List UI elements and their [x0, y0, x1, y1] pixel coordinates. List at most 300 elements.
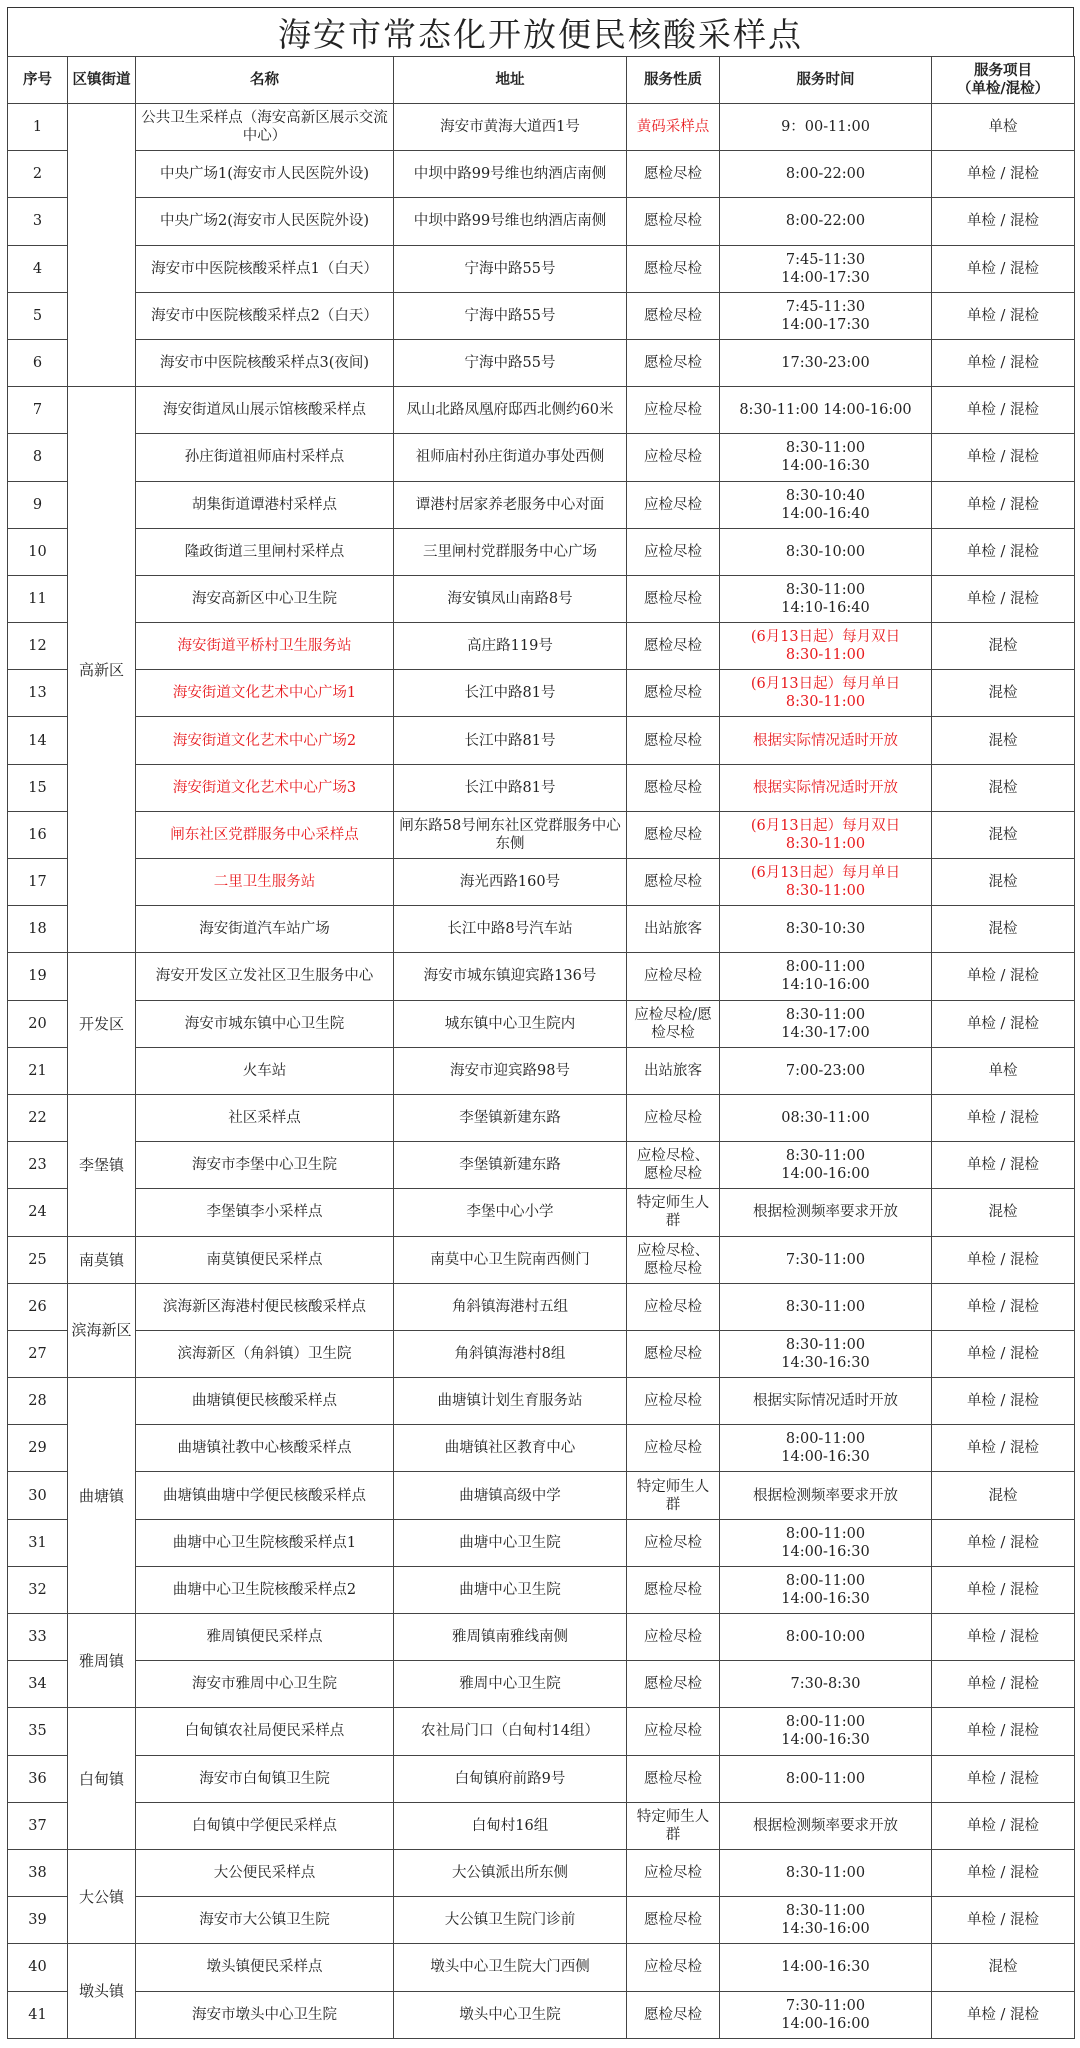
cell-address: 闸东路58号闸东社区党群服务中心东侧	[394, 811, 627, 858]
cell-name: 海安市中医院核酸采样点1（白天）	[136, 245, 394, 292]
cell-district: 雅周镇	[68, 1614, 136, 1708]
table-row	[8, 1047, 1075, 1094]
cell-address: 曲塘镇高级中学	[394, 1472, 627, 1519]
cell-name: 海安街道凤山展示馆核酸采样点	[136, 387, 394, 434]
table-row	[8, 1849, 1075, 1896]
cell-service-time: 8:30-11:00 14:00-16:00	[720, 387, 932, 434]
cell-service-time: 根据检测频率要求开放	[720, 1472, 932, 1519]
cell-service-type: 出站旅客	[627, 906, 720, 953]
cell-service-type: 愿检尽检	[627, 575, 720, 622]
table-row	[8, 1472, 1075, 1519]
cell-service-item: 混检	[932, 623, 1075, 670]
cell-name: 海安市雅周中心卫生院	[136, 1661, 394, 1708]
cell-service-item: 单检 / 混检	[932, 1755, 1075, 1802]
cell-name: 火车站	[136, 1047, 394, 1094]
table-row	[8, 339, 1075, 386]
cell-service-item: 单检 / 混检	[932, 387, 1075, 434]
cell-service-time: 8:00-11:00 14:00-16:30	[720, 1519, 932, 1566]
cell-no: 5	[8, 292, 68, 339]
cell-service-item: 混检	[932, 859, 1075, 906]
cell-service-type: 应检尽检	[627, 434, 720, 481]
cell-service-item: 混检	[932, 717, 1075, 764]
cell-service-time: 8:00-11:00 14:00-16:30	[720, 1566, 932, 1613]
cell-service-time: 根据实际情况适时开放	[720, 764, 932, 811]
cell-no: 31	[8, 1519, 68, 1566]
cell-service-item: 单检 / 混检	[932, 1094, 1075, 1141]
cell-service-item: 单检 / 混检	[932, 1378, 1075, 1425]
cell-no: 20	[8, 1000, 68, 1047]
cell-name: 海安街道文化艺术中心广场1	[136, 670, 394, 717]
cell-address: 长江中路81号	[394, 764, 627, 811]
cell-service-type: 特定师生人群	[627, 1189, 720, 1236]
cell-service-time: 8:30-11:00 14:00-16:30	[720, 434, 932, 481]
cell-service-time: 8:30-11:00	[720, 1849, 932, 1896]
cell-service-type: 应检尽检	[627, 1614, 720, 1661]
cell-district: 开发区	[68, 953, 136, 1095]
table-row	[8, 953, 1075, 1000]
cell-no: 22	[8, 1094, 68, 1141]
cell-name: 海安街道文化艺术中心广场3	[136, 764, 394, 811]
table-row	[8, 387, 1075, 434]
cell-address: 农社局门口（白甸村14组）	[394, 1708, 627, 1755]
cell-service-item: 单检 / 混检	[932, 1283, 1075, 1330]
cell-address: 大公镇卫生院门诊前	[394, 1897, 627, 1944]
cell-service-type: 愿检尽检	[627, 811, 720, 858]
cell-name: 海安市中医院核酸采样点2（白天）	[136, 292, 394, 339]
cell-name: 白甸镇中学便民采样点	[136, 1802, 394, 1849]
cell-service-type: 愿检尽检	[627, 1661, 720, 1708]
cell-no: 6	[8, 339, 68, 386]
cell-district: 墩头镇	[68, 1944, 136, 2038]
cell-address: 曲塘镇社区教育中心	[394, 1425, 627, 1472]
page-title: 海安市常态化开放便民核酸采样点	[7, 7, 1074, 56]
cell-name: 曲塘镇便民核酸采样点	[136, 1378, 394, 1425]
cell-service-time: 8:00-22:00	[720, 198, 932, 245]
cell-name: 曲塘中心卫生院核酸采样点2	[136, 1566, 394, 1613]
table-row	[8, 670, 1075, 717]
cell-no: 13	[8, 670, 68, 717]
cell-district: 滨海新区	[68, 1283, 136, 1377]
cell-address: 墩头中心卫生院大门西侧	[394, 1944, 627, 1991]
cell-name: 曲塘镇曲塘中学便民核酸采样点	[136, 1472, 394, 1519]
cell-service-type: 应检尽检	[627, 1283, 720, 1330]
cell-service-item: 单检	[932, 1047, 1075, 1094]
cell-district: 高新区	[68, 387, 136, 953]
cell-service-type: 愿检尽检	[627, 292, 720, 339]
table-row	[8, 434, 1075, 481]
table-row	[8, 151, 1075, 198]
cell-name: 隆政街道三里闸村采样点	[136, 528, 394, 575]
cell-address: 凤山北路凤凰府邸西北侧约60米	[394, 387, 627, 434]
table-row	[8, 717, 1075, 764]
cell-no: 34	[8, 1661, 68, 1708]
cell-service-type: 愿检尽检	[627, 245, 720, 292]
table-row	[8, 1566, 1075, 1613]
cell-service-time: 8:00-11:00 14:00-16:30	[720, 1708, 932, 1755]
cell-address: 墩头中心卫生院	[394, 1991, 627, 2038]
cell-service-type: 愿检尽检	[627, 859, 720, 906]
cell-service-type: 愿检尽检	[627, 151, 720, 198]
cell-name: 海安开发区立发社区卫生服务中心	[136, 953, 394, 1000]
cell-no: 37	[8, 1802, 68, 1849]
cell-service-item: 混检	[932, 1944, 1075, 1991]
cell-service-time: 8:00-22:00	[720, 151, 932, 198]
cell-district	[68, 104, 136, 387]
cell-service-time: 7:45-11:30 14:00-17:30	[720, 245, 932, 292]
cell-service-type: 应检尽检	[627, 1944, 720, 1991]
table-row	[8, 1189, 1075, 1236]
cell-service-item: 单检 / 混检	[932, 1330, 1075, 1377]
cell-no: 28	[8, 1378, 68, 1425]
header-no: 序号	[8, 57, 68, 104]
cell-no: 39	[8, 1897, 68, 1944]
cell-service-item: 混检	[932, 811, 1075, 858]
cell-service-time: 17:30-23:00	[720, 339, 932, 386]
cell-address: 大公镇派出所东侧	[394, 1849, 627, 1896]
cell-service-time: 8:00-11:00	[720, 1755, 932, 1802]
table-row	[8, 1897, 1075, 1944]
cell-service-time: 根据实际情况适时开放	[720, 1378, 932, 1425]
cell-service-time: 7:30-8:30	[720, 1661, 932, 1708]
table-row	[8, 198, 1075, 245]
cell-service-type: 应检尽检/愿检尽检	[627, 1000, 720, 1047]
cell-service-type: 应检尽检	[627, 953, 720, 1000]
cell-service-type: 特定师生人群	[627, 1472, 720, 1519]
cell-service-item: 单检 / 混检	[932, 1236, 1075, 1283]
cell-service-item: 单检 / 混检	[932, 1614, 1075, 1661]
header-service-type: 服务性质	[627, 57, 720, 104]
cell-no: 1	[8, 104, 68, 151]
cell-name: 大公便民采样点	[136, 1849, 394, 1896]
cell-no: 26	[8, 1283, 68, 1330]
cell-district: 李堡镇	[68, 1094, 136, 1236]
cell-address: 雅周镇南雅线南侧	[394, 1614, 627, 1661]
cell-name: 雅周镇便民采样点	[136, 1614, 394, 1661]
cell-name: 海安市墩头中心卫生院	[136, 1991, 394, 2038]
cell-service-time: 8:30-11:00 14:30-17:00	[720, 1000, 932, 1047]
cell-name: 中央广场1(海安市人民医院外设)	[136, 151, 394, 198]
cell-address: 白甸镇府前路9号	[394, 1755, 627, 1802]
cell-no: 41	[8, 1991, 68, 2038]
cell-no: 30	[8, 1472, 68, 1519]
cell-service-time: (6月13日起）每月双日 8:30-11:00	[720, 623, 932, 670]
cell-service-time: 08:30-11:00	[720, 1094, 932, 1141]
cell-service-time: 14:00-16:30	[720, 1944, 932, 1991]
cell-address: 宁海中路55号	[394, 292, 627, 339]
cell-no: 18	[8, 906, 68, 953]
cell-no: 38	[8, 1849, 68, 1896]
table-row	[8, 481, 1075, 528]
cell-address: 海安镇凤山南路8号	[394, 575, 627, 622]
table-row	[8, 1142, 1075, 1189]
header-district: 区镇街道	[68, 57, 136, 104]
cell-no: 10	[8, 528, 68, 575]
cell-name: 白甸镇农社局便民采样点	[136, 1708, 394, 1755]
cell-no: 36	[8, 1755, 68, 1802]
cell-district: 大公镇	[68, 1849, 136, 1943]
cell-name: 中央广场2(海安市人民医院外设)	[136, 198, 394, 245]
cell-address: 海安市黄海大道西1号	[394, 104, 627, 151]
table-row	[8, 245, 1075, 292]
cell-address: 谭港村居家养老服务中心对面	[394, 481, 627, 528]
table-row	[8, 764, 1075, 811]
cell-service-time: 根据检测频率要求开放	[720, 1189, 932, 1236]
header-name: 名称	[136, 57, 394, 104]
cell-name: 二里卫生服务站	[136, 859, 394, 906]
cell-service-item: 单检 / 混检	[932, 1897, 1075, 1944]
cell-service-item: 单检 / 混检	[932, 1142, 1075, 1189]
cell-service-type: 愿检尽检	[627, 198, 720, 245]
cell-address: 李堡镇新建东路	[394, 1142, 627, 1189]
cell-service-type: 应检尽检	[627, 1425, 720, 1472]
cell-service-item: 单检 / 混检	[932, 245, 1075, 292]
table-row	[8, 1661, 1075, 1708]
cell-service-type: 应检尽检	[627, 1094, 720, 1141]
cell-service-item: 单检 / 混检	[932, 1991, 1075, 2038]
cell-service-item: 混检	[932, 906, 1075, 953]
cell-service-time: 8:30-11:00 14:00-16:00	[720, 1142, 932, 1189]
table-row	[8, 1519, 1075, 1566]
cell-service-type: 愿检尽检	[627, 717, 720, 764]
cell-address: 白甸村16组	[394, 1802, 627, 1849]
table-row	[8, 1330, 1075, 1377]
cell-service-type: 愿检尽检	[627, 1755, 720, 1802]
cell-service-item: 单检	[932, 104, 1075, 151]
cell-service-item: 混检	[932, 670, 1075, 717]
cell-name: 海安市城东镇中心卫生院	[136, 1000, 394, 1047]
cell-service-item: 单检 / 混检	[932, 528, 1075, 575]
cell-name: 公共卫生采样点（海安高新区展示交流中心）	[136, 104, 394, 151]
cell-name: 海安市大公镇卫生院	[136, 1897, 394, 1944]
cell-service-time: 7:45-11:30 14:00-17:30	[720, 292, 932, 339]
cell-no: 33	[8, 1614, 68, 1661]
cell-service-type: 应检尽检	[627, 387, 720, 434]
table-row	[8, 1425, 1075, 1472]
cell-no: 2	[8, 151, 68, 198]
header-address: 地址	[394, 57, 627, 104]
cell-service-item: 单检 / 混检	[932, 339, 1075, 386]
cell-service-time: 9：00-11:00	[720, 104, 932, 151]
table-row	[8, 1283, 1075, 1330]
cell-service-type: 黄码采样点	[627, 104, 720, 151]
cell-address: 海安市城东镇迎宾路136号	[394, 953, 627, 1000]
cell-no: 16	[8, 811, 68, 858]
cell-service-type: 愿检尽检	[627, 1566, 720, 1613]
cell-name: 胡集街道谭港村采样点	[136, 481, 394, 528]
cell-service-time: 8:30-11:00 14:10-16:40	[720, 575, 932, 622]
cell-address: 城东镇中心卫生院内	[394, 1000, 627, 1047]
cell-service-type: 特定师生人群	[627, 1802, 720, 1849]
cell-service-time: 8:00-10:00	[720, 1614, 932, 1661]
cell-service-item: 单检 / 混检	[932, 1566, 1075, 1613]
cell-service-time: 8:30-10:40 14:00-16:40	[720, 481, 932, 528]
cell-no: 21	[8, 1047, 68, 1094]
header-service-time: 服务时间	[720, 57, 932, 104]
cell-no: 35	[8, 1708, 68, 1755]
cell-no: 25	[8, 1236, 68, 1283]
cell-service-type: 应检尽检	[627, 1519, 720, 1566]
cell-no: 15	[8, 764, 68, 811]
cell-address: 曲塘中心卫生院	[394, 1566, 627, 1613]
cell-service-type: 愿检尽检	[627, 1897, 720, 1944]
cell-service-time: 根据实际情况适时开放	[720, 717, 932, 764]
cell-service-item: 单检 / 混检	[932, 434, 1075, 481]
cell-no: 32	[8, 1566, 68, 1613]
cell-service-item: 混检	[932, 1472, 1075, 1519]
cell-no: 8	[8, 434, 68, 481]
cell-service-type: 愿检尽检	[627, 1991, 720, 2038]
cell-no: 27	[8, 1330, 68, 1377]
cell-address: 曲塘镇计划生育服务站	[394, 1378, 627, 1425]
table-row	[8, 1614, 1075, 1661]
cell-no: 17	[8, 859, 68, 906]
cell-no: 19	[8, 953, 68, 1000]
table-row	[8, 1944, 1075, 1991]
cell-address: 三里闸村党群服务中心广场	[394, 528, 627, 575]
cell-service-item: 单检 / 混检	[932, 481, 1075, 528]
cell-address: 雅周中心卫生院	[394, 1661, 627, 1708]
cell-service-item: 混检	[932, 764, 1075, 811]
cell-district: 白甸镇	[68, 1708, 136, 1850]
cell-address: 宁海中路55号	[394, 245, 627, 292]
cell-name: 墩头镇便民采样点	[136, 1944, 394, 1991]
cell-service-type: 愿检尽检	[627, 339, 720, 386]
cell-address: 祖师庙村孙庄街道办事处西侧	[394, 434, 627, 481]
cell-address: 长江中路8号汽车站	[394, 906, 627, 953]
cell-service-time: 8:30-11:00 14:30-16:30	[720, 1330, 932, 1377]
cell-name: 曲塘镇社教中心核酸采样点	[136, 1425, 394, 1472]
cell-address: 长江中路81号	[394, 670, 627, 717]
cell-name: 滨海新区（角斜镇）卫生院	[136, 1330, 394, 1377]
cell-service-type: 应检尽检、愿检尽检	[627, 1236, 720, 1283]
cell-service-item: 单检 / 混检	[932, 1802, 1075, 1849]
cell-name: 海安街道汽车站广场	[136, 906, 394, 953]
cell-service-item: 单检 / 混检	[932, 575, 1075, 622]
table-row	[8, 811, 1075, 858]
cell-service-item: 单检 / 混检	[932, 1849, 1075, 1896]
table-row	[8, 623, 1075, 670]
table-row	[8, 292, 1075, 339]
cell-service-type: 应检尽检	[627, 528, 720, 575]
cell-no: 24	[8, 1189, 68, 1236]
table-row	[8, 1708, 1075, 1755]
cell-service-type: 出站旅客	[627, 1047, 720, 1094]
table-row	[8, 906, 1075, 953]
cell-service-type: 愿检尽检	[627, 1330, 720, 1377]
cell-name: 海安高新区中心卫生院	[136, 575, 394, 622]
cell-name: 海安街道平桥村卫生服务站	[136, 623, 394, 670]
cell-address: 角斜镇海港村8组	[394, 1330, 627, 1377]
table-row	[8, 1236, 1075, 1283]
cell-address: 长江中路81号	[394, 717, 627, 764]
cell-service-item: 单检 / 混检	[932, 292, 1075, 339]
cell-name: 海安市中医院核酸采样点3(夜间)	[136, 339, 394, 386]
cell-service-item: 单检 / 混检	[932, 1519, 1075, 1566]
cell-service-time: (6月13日起）每月双日 8:30-11:00	[720, 811, 932, 858]
sampling-points-table	[7, 56, 1075, 2039]
cell-service-item: 单检 / 混检	[932, 1708, 1075, 1755]
cell-no: 3	[8, 198, 68, 245]
table-row	[8, 1378, 1075, 1425]
cell-name: 曲塘中心卫生院核酸采样点1	[136, 1519, 394, 1566]
cell-address: 中坝中路99号维也纳酒店南侧	[394, 198, 627, 245]
cell-no: 23	[8, 1142, 68, 1189]
table-row	[8, 1000, 1075, 1047]
cell-service-time: 8:30-11:00 14:30-16:00	[720, 1897, 932, 1944]
cell-service-item: 单检 / 混检	[932, 1425, 1075, 1472]
cell-name: 海安市李堡中心卫生院	[136, 1142, 394, 1189]
table-row	[8, 575, 1075, 622]
cell-address: 海光西路160号	[394, 859, 627, 906]
cell-name: 海安市白甸镇卫生院	[136, 1755, 394, 1802]
cell-name: 海安街道文化艺术中心广场2	[136, 717, 394, 764]
cell-no: 14	[8, 717, 68, 764]
cell-name: 滨海新区海港村便民核酸采样点	[136, 1283, 394, 1330]
cell-service-time: 8:30-10:30	[720, 906, 932, 953]
cell-name: 社区采样点	[136, 1094, 394, 1141]
cell-service-time: (6月13日起）每月单日 8:30-11:00	[720, 859, 932, 906]
cell-service-type: 愿检尽检	[627, 623, 720, 670]
cell-no: 4	[8, 245, 68, 292]
cell-service-type: 应检尽检	[627, 1849, 720, 1896]
table-row	[8, 1991, 1075, 2038]
cell-service-time: (6月13日起）每月单日 8:30-11:00	[720, 670, 932, 717]
table-row	[8, 1094, 1075, 1141]
cell-service-item: 单检 / 混检	[932, 1661, 1075, 1708]
cell-service-time: 8:30-10:00	[720, 528, 932, 575]
cell-no: 9	[8, 481, 68, 528]
cell-address: 李堡中心小学	[394, 1189, 627, 1236]
cell-service-type: 愿检尽检	[627, 764, 720, 811]
cell-address: 曲塘中心卫生院	[394, 1519, 627, 1566]
cell-address: 角斜镇海港村五组	[394, 1283, 627, 1330]
cell-no: 12	[8, 623, 68, 670]
cell-address: 李堡镇新建东路	[394, 1094, 627, 1141]
cell-service-time: 8:30-11:00	[720, 1283, 932, 1330]
cell-service-time: 7:00-23:00	[720, 1047, 932, 1094]
cell-address: 南莫中心卫生院南西侧门	[394, 1236, 627, 1283]
cell-no: 7	[8, 387, 68, 434]
document-sheet	[7, 7, 1074, 2039]
cell-service-item: 单检 / 混检	[932, 953, 1075, 1000]
cell-address: 宁海中路55号	[394, 339, 627, 386]
cell-service-type: 应检尽检	[627, 1378, 720, 1425]
cell-no: 40	[8, 1944, 68, 1991]
cell-no: 11	[8, 575, 68, 622]
cell-service-type: 应检尽检	[627, 481, 720, 528]
table-row	[8, 528, 1075, 575]
table-header-row	[8, 57, 1075, 104]
cell-address: 高庄路119号	[394, 623, 627, 670]
cell-name: 南莫镇便民采样点	[136, 1236, 394, 1283]
cell-service-type: 应检尽检	[627, 1708, 720, 1755]
cell-service-item: 混检	[932, 1189, 1075, 1236]
cell-service-item: 单检 / 混检	[932, 198, 1075, 245]
cell-address: 海安市迎宾路98号	[394, 1047, 627, 1094]
cell-service-type: 愿检尽检	[627, 670, 720, 717]
header-service-item: 服务项目 （单检/混检）	[932, 57, 1075, 104]
cell-service-time: 8:00-11:00 14:00-16:30	[720, 1425, 932, 1472]
cell-service-time: 7:30-11:00	[720, 1236, 932, 1283]
cell-district: 南莫镇	[68, 1236, 136, 1283]
table-row	[8, 1802, 1075, 1849]
cell-district: 曲塘镇	[68, 1378, 136, 1614]
table-row	[8, 1755, 1075, 1802]
cell-service-item: 单检 / 混检	[932, 1000, 1075, 1047]
cell-address: 中坝中路99号维也纳酒店南侧	[394, 151, 627, 198]
cell-name: 孙庄街道祖师庙村采样点	[136, 434, 394, 481]
cell-service-item: 单检 / 混检	[932, 151, 1075, 198]
